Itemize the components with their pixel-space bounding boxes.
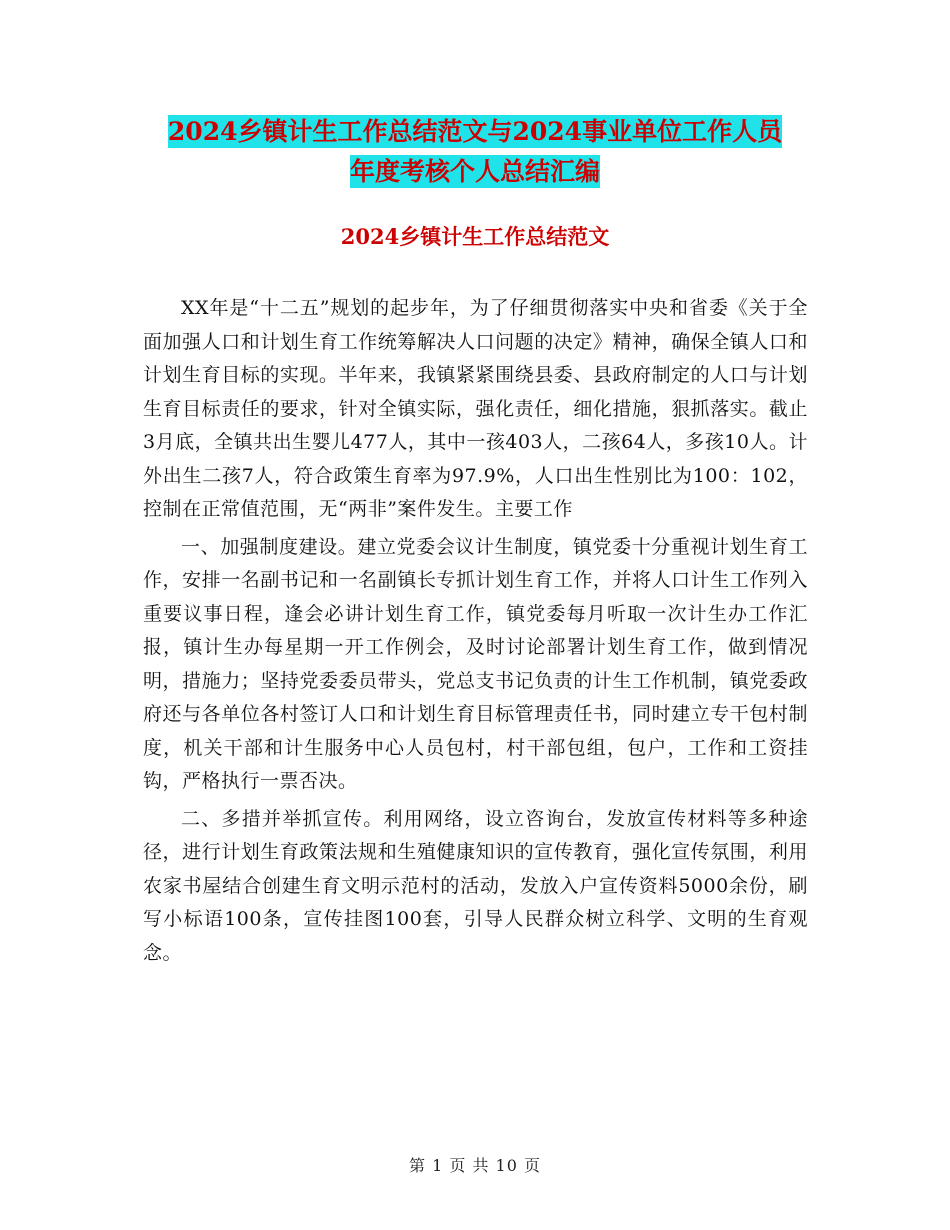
document-title [140,112,810,192]
paragraph-publicity: 二、多措并举抓宣传。利用网络，设立咨询台，发放宣传材料等多种途径，进行计划生育政策法规和生殖健康知识的宣传教育，强化宣传氛围，利用农家书屋结合创建生育文明示范村的活动，发放入户宣传资料5000余份，刷写小标语100条，宣传挂图100套，引导人民群众树立科学、文明的生育观念。 [143,807,808,964]
document-title-line2: 年度考核个人总结汇编 [349,157,600,186]
document-body [143,292,808,974]
paragraph-system-building: 一、加强制度建设。建立党委会议计生制度，镇党委十分重视计划生育工作，安排一名副书记和一名副镇长专抓计划生育工作，并将人口计生工作列入重要议事日程，逢会必讲计划生育工作，镇党委每月听取一次计生办工作汇报，镇计生办每星期一开工作例会，及时讨论部署计划生育工作，做到情况明，措施力；坚持党委委员带头，党总支书记负责的计生工作机制，镇党委政府还与各单位各村签订人口和计划生育目标管理责任书，同时建立专干包村制度，机关干部和计生服务中心人员包村，村干部包组，包户，工作和工资挂钩，严格执行一票否决。 [143,535,808,792]
document-title-line1: 2024乡镇计生工作总结范文与2024事业单位工作人员 [167,117,783,146]
section-subtitle: 2024乡镇计生工作总结范文 [340,224,610,249]
paragraph-intro: XX年是“十二五”规划的起步年，为了仔细贯彻落实中央和省委《关于全面加强人口和计划生育工作统筹解决人口问题的决定》精神，确保全镇人口和计划生育目标的实现。半年来，我镇紧紧围绕县委、县政府制定的人口与计划生育目标责任的要求，针对全镇实际，强化责任，细化措施，狠抓落实。截止3月底，全镇共出生婴儿477人，其中一孩403人，二孩64人，多孩10人。计外出生二孩7人，符合政策生育率为97.9%，人口出生性别比为100：102，控制在正常值范围，无“两非”案件发生。主要工作 [143,297,808,520]
page-footer: 第 1 页 共 10 页 [409,1156,541,1175]
